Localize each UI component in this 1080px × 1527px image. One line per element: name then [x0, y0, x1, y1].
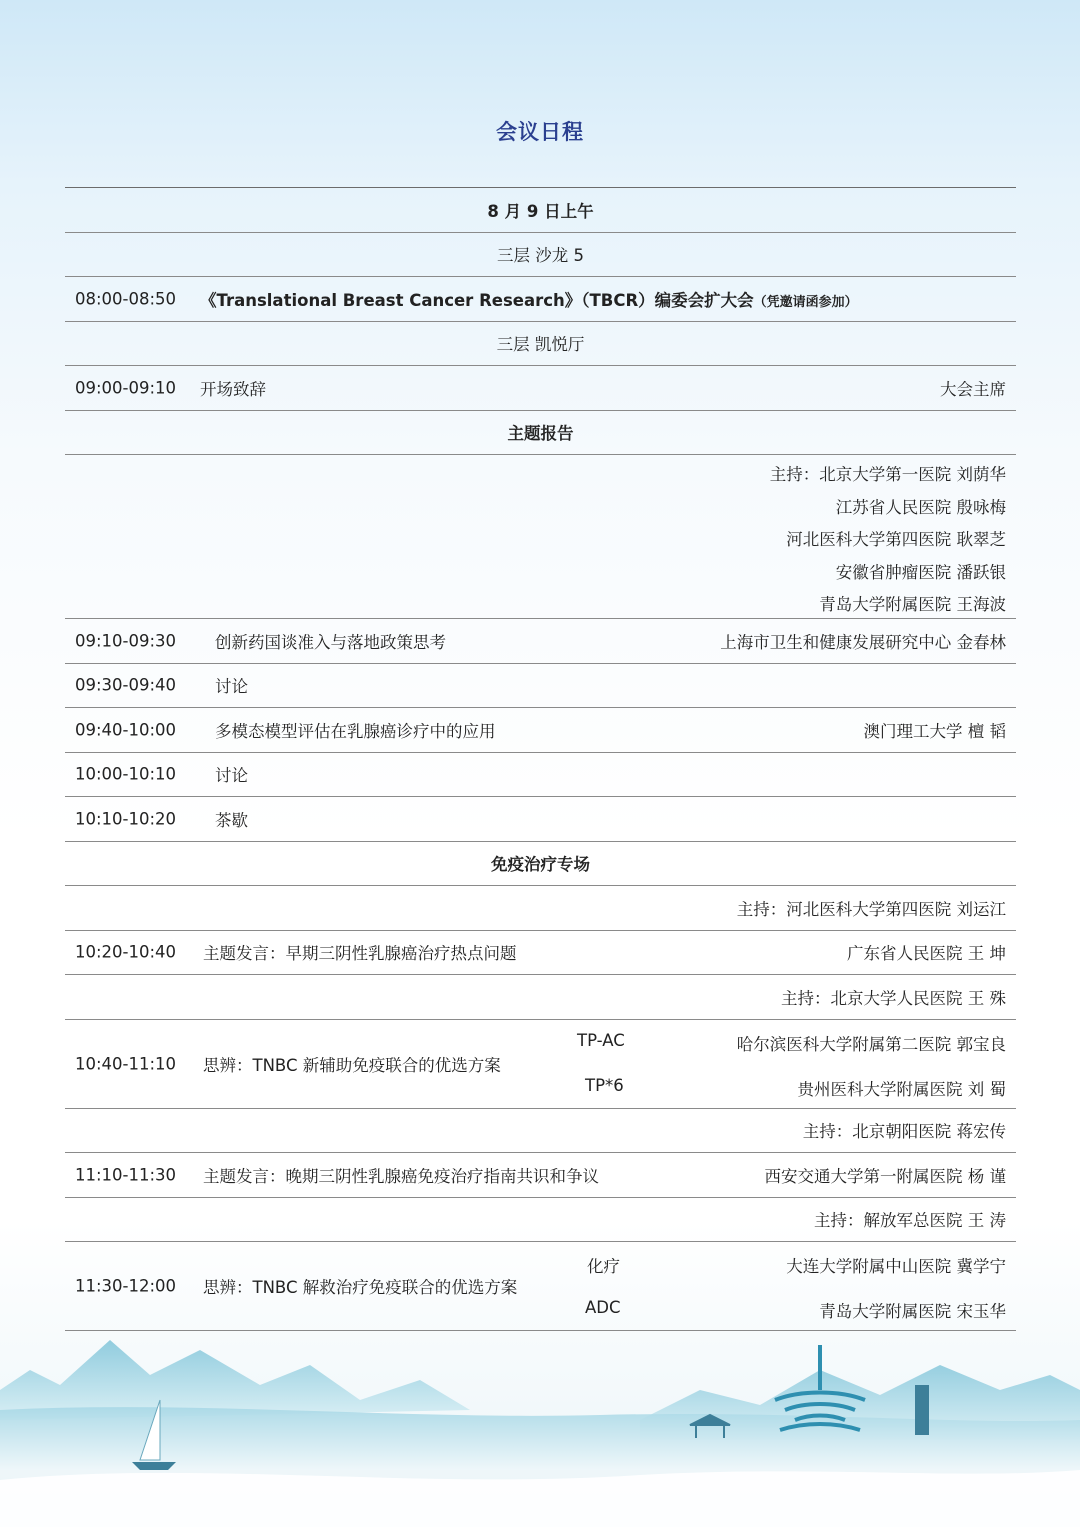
topic-cell: 开场致辞: [200, 379, 266, 399]
host-line: 河北医科大学第四医院 耿翠芝: [786, 530, 1006, 550]
topic-cell: 讨论: [215, 677, 248, 697]
time-cell: 09:10-09:30: [75, 631, 177, 651]
host-row: [65, 886, 1016, 931]
host-line: 青岛大学附属医院 王海波: [819, 595, 1006, 615]
venue-text: 三层 凯悦厅: [496, 335, 585, 355]
invite-note: （凭邀请函参加）: [753, 294, 858, 310]
host-line: 安徽省肿瘤医院 潘跃银: [835, 562, 1006, 582]
schedule-table: [65, 187, 1016, 1331]
topic-cell: 创新药国谈准入与落地政策思考: [215, 632, 446, 652]
topic-cell: 多模态模型评估在乳腺癌诊疗中的应用: [215, 721, 496, 741]
time-cell: 11:30-12:00: [75, 1276, 177, 1296]
debate-row: [65, 1020, 1016, 1109]
speaker-cell: 大会主席: [940, 379, 1006, 399]
host-line: 主持：北京大学第一医院 刘荫华: [769, 465, 1006, 484]
venue-row: [65, 322, 1016, 367]
table-row: [65, 708, 1016, 753]
table-row: [65, 366, 1016, 411]
foreground-hill: [0, 1470, 1080, 1527]
time-cell: 09:00-09:10: [75, 378, 177, 398]
topic-cell: 思辨：TNBC 解救治疗免疫联合的优选方案: [203, 1278, 518, 1297]
venue-text: 三层 沙龙 5: [497, 246, 584, 266]
host-list: [770, 459, 1006, 622]
time-cell: 10:20-10:40: [75, 942, 177, 962]
speaker-cell: 哈尔滨医科大学附属第二医院 郭宝良: [736, 1034, 1006, 1054]
speaker-cell: 广东省人民医院 王 坤: [847, 944, 1006, 964]
topic-cell: 茶歇: [215, 810, 248, 830]
time-cell: 09:40-10:00: [75, 720, 177, 740]
venue-row: [65, 233, 1016, 278]
section-title: 主题报告: [507, 424, 574, 444]
host-row: [65, 455, 1016, 619]
speaker-cell: 贵州医科大学附属医院 刘 蜀: [797, 1079, 1006, 1099]
time-cell: 09:30-09:40: [75, 675, 177, 695]
debate-row: [65, 1242, 1016, 1331]
table-row: [65, 277, 1016, 322]
tall-building: [915, 1385, 929, 1435]
host-cell: 主持：北京朝阳医院 蒋宏传: [802, 1122, 1006, 1142]
option-label: TP*6: [585, 1075, 624, 1095]
topic-cell: 主题发言：早期三阴性乳腺癌治疗热点问题: [203, 944, 517, 964]
host-line: 江苏省人民医院 殷咏梅: [835, 497, 1006, 517]
topic-cell: 讨论: [215, 766, 248, 786]
topic-cell: [200, 287, 858, 311]
date-header-text: 8 月 9 日上午: [487, 201, 594, 221]
topic-cell: 主题发言：晚期三阴性乳腺癌免疫治疗指南共识和争议: [203, 1166, 599, 1186]
section-header: [65, 411, 1016, 456]
date-header: [65, 188, 1016, 233]
option-label: ADC: [585, 1298, 621, 1317]
table-row: [65, 753, 1016, 798]
option-label: 化疗: [587, 1257, 620, 1276]
host-row: [65, 975, 1016, 1020]
speaker-cell: 青岛大学附属医院 宋玉华: [819, 1302, 1006, 1321]
table-row: [65, 931, 1016, 976]
option-label: TP-AC: [577, 1030, 625, 1050]
speaker-cell: 西安交通大学第一附属医院 杨 谨: [764, 1166, 1006, 1186]
landscape-illustration: [0, 1330, 1080, 1527]
host-row: [65, 1109, 1016, 1154]
time-cell: 08:00-08:50: [75, 289, 177, 309]
time-cell: 10:00-10:10: [75, 764, 177, 784]
topic-cell: 思辨：TNBC 新辅助免疫联合的优选方案: [203, 1055, 501, 1075]
page-title: 会议日程: [496, 120, 584, 144]
tbcr-title: 《Translational Breast Cancer Research》（TBCR）编委会扩大会: [200, 290, 754, 310]
table-row: [65, 797, 1016, 842]
host-cell: 主持：北京大学人民医院 王 殊: [781, 988, 1006, 1008]
host-cell: 主持：河北医科大学第四医院 刘运江: [736, 899, 1006, 919]
speaker-cell: 大连大学附属中山医院 冀学宁: [786, 1257, 1006, 1276]
time-cell: 10:10-10:20: [75, 809, 177, 829]
table-row: [65, 664, 1016, 709]
time-cell: 10:40-11:10: [75, 1054, 177, 1073]
section-title: 免疫治疗专场: [491, 855, 590, 875]
speaker-cell: 澳门理工大学 檀 韬: [863, 721, 1006, 741]
time-cell: 11:10-11:30: [75, 1165, 177, 1185]
table-row: [65, 619, 1016, 664]
host-row: [65, 1198, 1016, 1243]
speaker-cell: 上海市卫生和健康发展研究中心 金春林: [720, 632, 1006, 652]
host-cell: 主持：解放军总医院 王 涛: [814, 1211, 1006, 1231]
section-header: [65, 842, 1016, 887]
table-row: [65, 1153, 1016, 1198]
